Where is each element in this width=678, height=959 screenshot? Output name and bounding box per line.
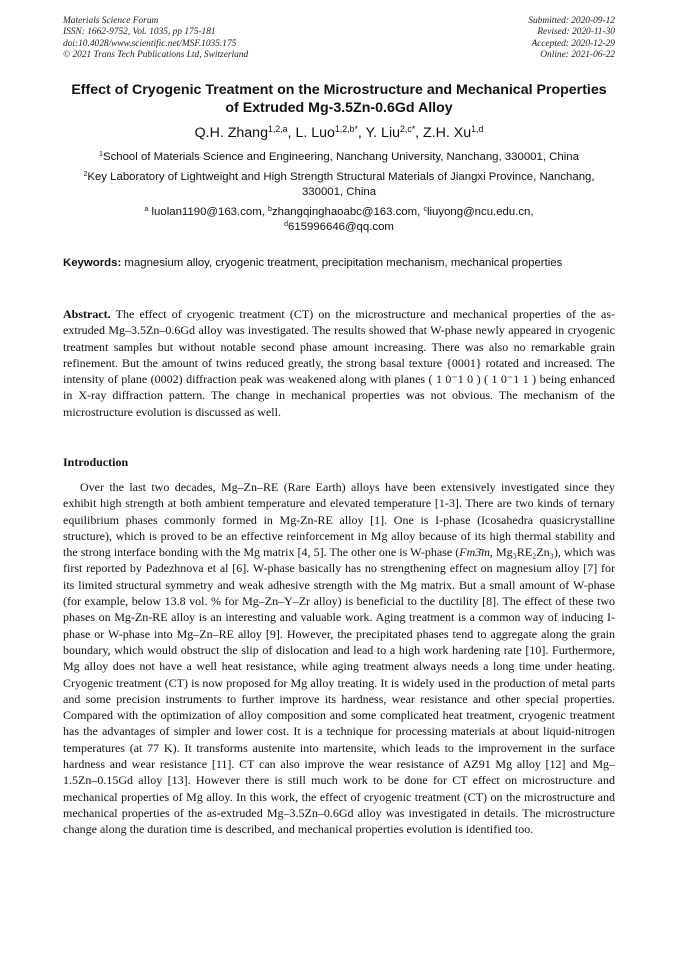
- author-list: [63, 124, 615, 142]
- author: Z.H. Xu$^{1,d}$: [423, 124, 484, 141]
- keywords-text: magnesium alloy, cryogenic treatment, precipitation mechanism, mechanical properties: [124, 257, 563, 269]
- introduction-paragraph: Over the last two decades, Mg–Zn–RE (Rare Earth) alloys have been extensively investigated since they exhibit high strength at both ambient temperature and elevated temperature [1-3]. There are two kinds of ternary equilibrium phases commonly formed in Mg-Zn-RE alloy [1]. One is I-phase (Icosahedra quasicrystalline structure), which is proved to be an effective reinforcement in Mg alloy because of its high thermal stability and the strong interface bonding with the Mg matrix [4, 5]. The other one is W-phase (Fm3̄m, Mg₃RE₂Zn₃), which was first reported by Padezhnova et al [6]. W-phase basically has no strengthening effect on magnesium alloy [7] for its limited structural symmetry and weak adhesive strength with the Mg matrix. But a small amount of W-phase (for example, below 13.8 vol. % for Mg–Zn–Y–Zr alloy) is beneficial to the ductility [8]. The effect of these two phases on Mg-Zn-RE alloy is an interesting and valuable work. Aging treatment is a common way of inducing I-phase or W-phase into Mg–Zn–RE alloy [9]. However, the precipitated phases tend to aggregate along the grain boundary, which would obstruct the slip of dislocation and lead to a high work hardening rate [10]. Furthermore, Mg alloy does not have a well heat resistance, while aging treatment always needs a long time under heating. Cryogenic treatment (CT) is now proposed for Mg alloy treating. It is widely used in the production of metal parts and some precision instruments to further improve its hardness, wear resistance and other special properties. Compared with the optimization of alloy composition and some complicated heat treatment, cryogenic treatment has the advantages of simpler and lower cost. It is a technique for processing materials at about liquid-nitrogen temperatures (at 77 K). It transforms austenite into martensite, which leads to the improvement in the surface hardness and wear resistance [11]. CT can also improve the wear resistance of AZ91 Mg alloy [12] and Mg–1.5Zn–0.15Gd alloy [13]. However there is still much work to be done for CT effect on microstructure and mechanical properties of Mg alloy. In this work, the effect of cryogenic treatment (CT) on the microstructure and mechanical properties of the as-extruded Mg–3.5Zn–0.6Gd alloy was investigated in details. The microstructure change along the duration time is described, and mechanical properties evolution is identified too.: [63, 480, 615, 837]
- journal-name: Materials Science Forum: [63, 16, 159, 26]
- copyright-line: © 2021 Trans Tech Publications Ltd, Switzerland: [63, 49, 249, 60]
- author: L. Luo$^{1,2,b*}$,: [295, 124, 366, 141]
- abstract-text: The effect of cryogenic treatment (CT) on the microstructure and mechanical properties of the as-extruded Mg–3.5Zn–0.6Gd alloy was investigated. The results showed that W-phase newly appeared in cryogenic treatment samples but without notable second phase amount increasing. There was also no remarkable grain refinement. But the amount of twins reduced greatly, the strong basal texture {0001} rotated and increased. The intensity of plane (0002) diffraction peak was weakened along with planes ( 1 0⁻1 0 ) ( 1 0⁻1 1 ) being enhanced in X-ray diffraction pattern. The change in mechanical properties was not obvious. The mechanism of the microstructure evolution is discussed as well.: [63, 307, 615, 419]
- submission-dates: [528, 16, 615, 61]
- author: Y. Liu$^{2,c*}$,: [365, 124, 424, 141]
- keywords-label: Keywords:: [63, 257, 122, 269]
- affiliation-2: $^2$Key Laboratory of Lightweight and High Strength Structural Materials of Jiangxi Province, Nanchang, 330001, China: [83, 171, 595, 199]
- doi-line: doi:10.4028/www.scientific.net/MSF.1035.175: [63, 38, 237, 49]
- email-link[interactable]: liuyong@ncu.edu.cn,: [427, 206, 534, 218]
- online-date: Online: 2021-06-22: [540, 49, 615, 60]
- issn-line: ISSN: 1662-9752, Vol. 1035, pp 175-181: [63, 27, 216, 38]
- accepted-date: Accepted: 2020-12-29: [531, 38, 615, 49]
- email-link[interactable]: 615996646@qq.com: [287, 220, 394, 233]
- keywords: [63, 256, 615, 271]
- paper-title: Effect of Cryogenic Treatment on the Microstructure and Mechanical Properties of Extruded Mg-3.5Zn-0.6Gd Alloy: [71, 82, 607, 116]
- section-heading-introduction: Introduction: [63, 455, 129, 469]
- journal-info: [63, 16, 248, 61]
- abstract: [63, 306, 615, 420]
- author: Q.H. Zhang$^{1,2,a}$,: [194, 124, 296, 141]
- revised-date: Revised: 2020-11-30: [537, 27, 615, 38]
- affiliation-1: $^1$School of Materials Science and Engineering, Nanchang University, Nanchang, 330001, China: [99, 151, 579, 163]
- submitted-date: Submitted: 2020-09-12: [528, 16, 615, 26]
- abstract-label: Abstract.: [63, 307, 111, 321]
- email-link[interactable]: luolan1190@163.com,: [151, 206, 269, 218]
- author-emails: $^a$ luolan1190@163.com, $^b$zhangqinghaoabc@163.com, $^c$liuyong@ncu.edu.cn, $^d$615996646@qq.com: [144, 206, 534, 233]
- space-group: Fm3̄m: [459, 545, 490, 560]
- email-link[interactable]: zhangqinghaoabc@163.com,: [271, 206, 424, 218]
